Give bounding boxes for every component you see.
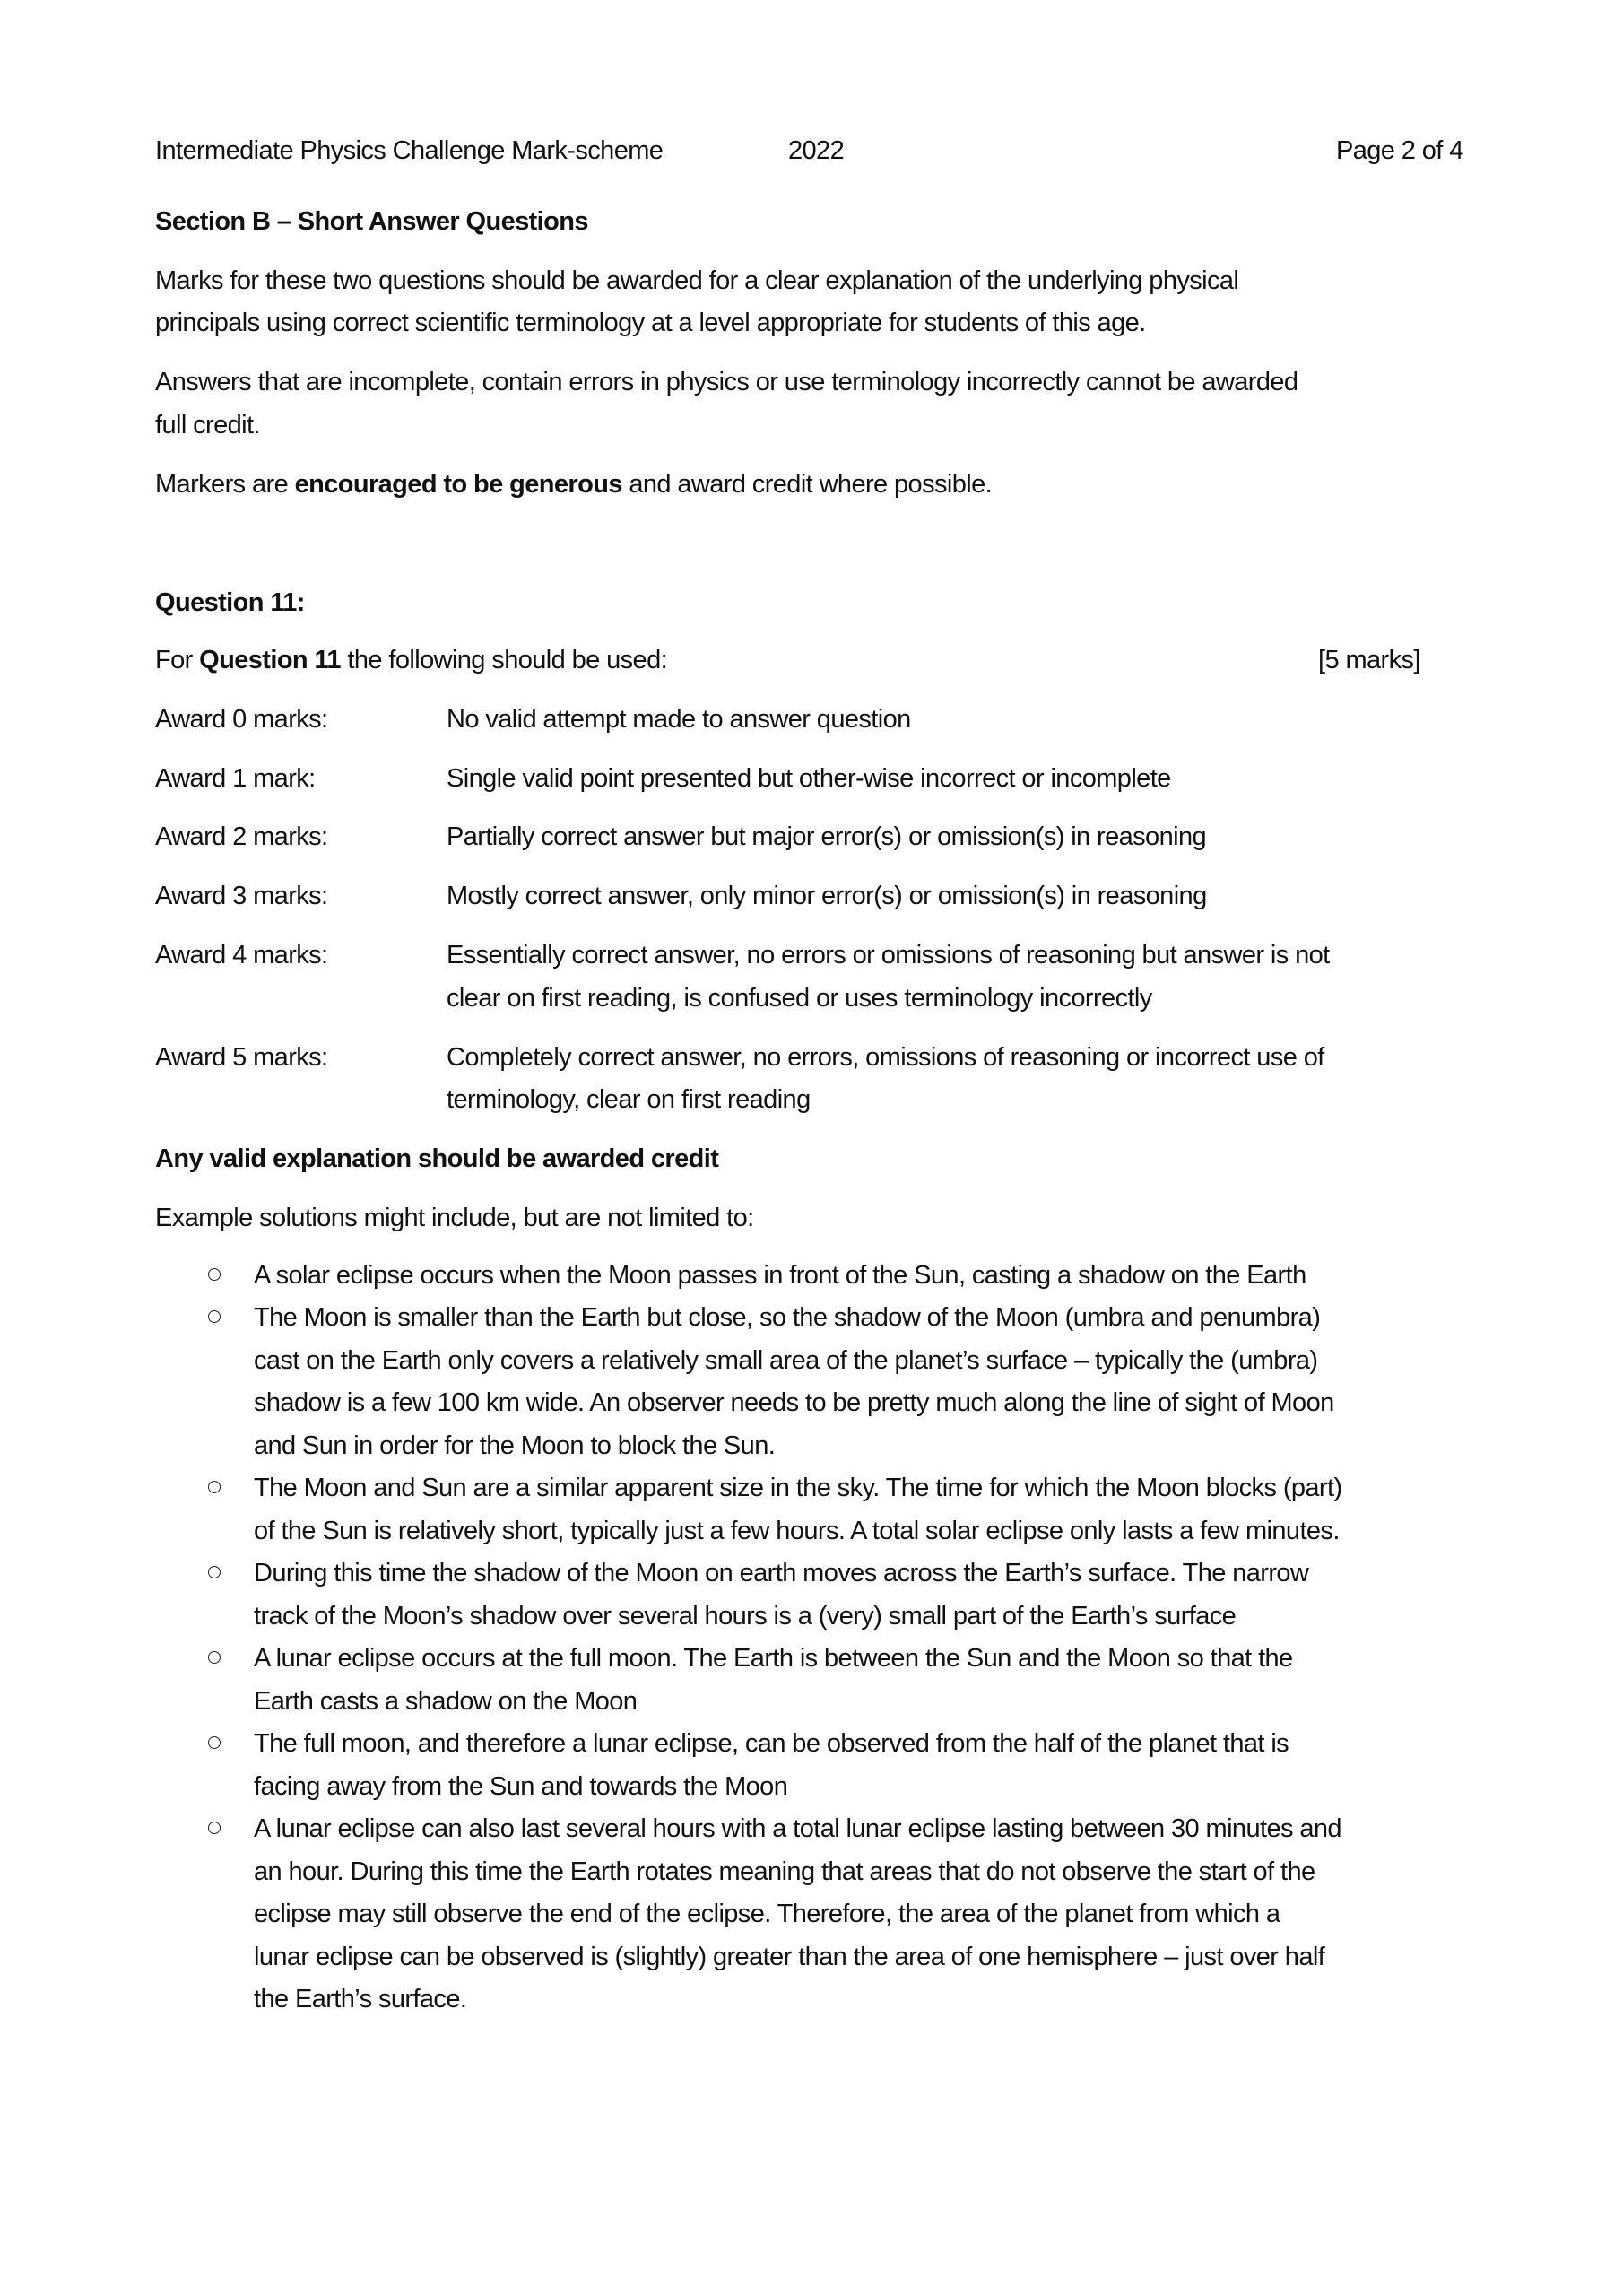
hollow-circle-bullet-icon — [208, 1566, 221, 1578]
question-intro — [155, 644, 667, 676]
intro-paragraph-line: Marks for these two questions should be awarded for a clear explanation of the underlying physical — [155, 266, 1239, 295]
example-line: the Earth’s surface. — [254, 1985, 467, 2013]
question-intro-pre: For — [155, 646, 200, 674]
marks-badge: [5 marks] — [1318, 646, 1420, 674]
example-line: of the Sun is relatively short, typically just a few hours. A total solar eclipse only lasts a few minutes. — [254, 1517, 1340, 1545]
hollow-circle-bullet-icon — [208, 1481, 221, 1493]
example-line: The Moon and Sun are a similar apparent size in the sky. The time for which the Moon blocks (part) — [254, 1474, 1342, 1502]
hollow-circle-bullet-icon — [208, 1651, 221, 1664]
award-description: Mostly correct answer, only minor error(s) or omission(s) in reasoning — [447, 882, 1207, 910]
award-description: clear on first reading, is confused or uses terminology incorrectly — [447, 984, 1152, 1013]
example-line: shadow is a few 100 km wide. An observer needs to be pretty much along the line of sight of Moon — [254, 1388, 1334, 1417]
award-description: Single valid point presented but other-wise incorrect or incomplete — [447, 764, 1171, 793]
incomplete-answers-paragraph-line: full credit. — [155, 411, 260, 439]
award-description: Completely correct answer, no errors, omissions of reasoning or incorrect use of — [447, 1043, 1324, 1072]
award-label: Award 0 marks: — [155, 705, 328, 734]
example-line: facing away from the Sun and towards the Moon — [254, 1772, 788, 1801]
award-description: Essentially correct answer, no errors or omissions of reasoning but answer is not — [447, 941, 1330, 970]
question-intro-emphasis: Question 11 — [199, 646, 341, 674]
example-line: The Moon is smaller than the Earth but close, so the shadow of the Moon (umbra and penumbra) — [254, 1303, 1321, 1332]
example-line: A lunar eclipse can also last several hours with a total lunar eclipse lasting between 30 minutes and — [254, 1814, 1341, 1843]
award-description: Partially correct answer but major error(s) or omission(s) in reasoning — [447, 822, 1207, 851]
hollow-circle-bullet-icon — [208, 1822, 221, 1834]
award-label: Award 1 mark: — [155, 764, 316, 793]
header-title: Intermediate Physics Challenge Mark-scheme — [155, 136, 664, 165]
example-line: During this time the shadow of the Moon on earth moves across the Earth’s surface. The narrow — [254, 1559, 1309, 1587]
header-year: 2022 — [788, 136, 845, 165]
generosity-post: and award credit where possible. — [621, 470, 993, 499]
generosity-pre: Markers are — [155, 470, 295, 499]
award-label: Award 5 marks: — [155, 1043, 328, 1072]
page-number: Page 2 of 4 — [1336, 136, 1463, 165]
hollow-circle-bullet-icon — [208, 1736, 221, 1749]
hollow-circle-bullet-icon — [208, 1310, 221, 1323]
example-line: A solar eclipse occurs when the Moon passes in front of the Sun, casting a shadow on the Earth — [254, 1261, 1306, 1290]
example-line: track of the Moon’s shadow over several hours is a (very) small part of the Earth’s surface — [254, 1602, 1237, 1631]
example-line: cast on the Earth only covers a relatively small area of the planet’s surface – typically the (umbra) — [254, 1346, 1318, 1375]
example-line: The full moon, and therefore a lunar eclipse, can be observed from the half of the planet that is — [254, 1729, 1289, 1758]
award-label: Award 4 marks: — [155, 941, 328, 970]
section-heading: Section B – Short Answer Questions — [155, 207, 588, 236]
example-line: lunar eclipse can be observed is (slightly) greater than the area of one hemisphere – just over half — [254, 1943, 1325, 1971]
question-intro-post: the following should be used: — [340, 646, 668, 674]
hollow-circle-bullet-icon — [208, 1268, 221, 1281]
generosity-paragraph — [155, 468, 992, 500]
example-line: Earth casts a shadow on the Moon — [254, 1687, 638, 1716]
question-heading: Question 11: — [155, 588, 305, 617]
incomplete-answers-paragraph-line: Answers that are incomplete, contain errors in physics or use terminology incorrectly cannot be awarded — [155, 368, 1298, 396]
example-line: and Sun in order for the Moon to block the Sun. — [254, 1431, 776, 1460]
award-label: Award 3 marks: — [155, 882, 328, 910]
example-line: eclipse may still observe the end of the eclipse. Therefore, the area of the planet from which a — [254, 1900, 1280, 1928]
example-line: an hour. During this time the Earth rotates meaning that areas that do not observe the start of the — [254, 1857, 1315, 1886]
award-description: No valid attempt made to answer question — [447, 705, 911, 734]
examples-intro: Example solutions might include, but are not limited to: — [155, 1204, 754, 1232]
generosity-emphasis: encouraged to be generous — [294, 470, 622, 499]
credit-note: Any valid explanation should be awarded credit — [155, 1144, 719, 1173]
award-label: Award 2 marks: — [155, 822, 328, 851]
award-description: terminology, clear on first reading — [447, 1085, 811, 1114]
intro-paragraph-line: principals using correct scientific terminology at a level appropriate for students of this age. — [155, 309, 1146, 337]
example-line: A lunar eclipse occurs at the full moon. The Earth is between the Sun and the Moon so that the — [254, 1644, 1293, 1673]
